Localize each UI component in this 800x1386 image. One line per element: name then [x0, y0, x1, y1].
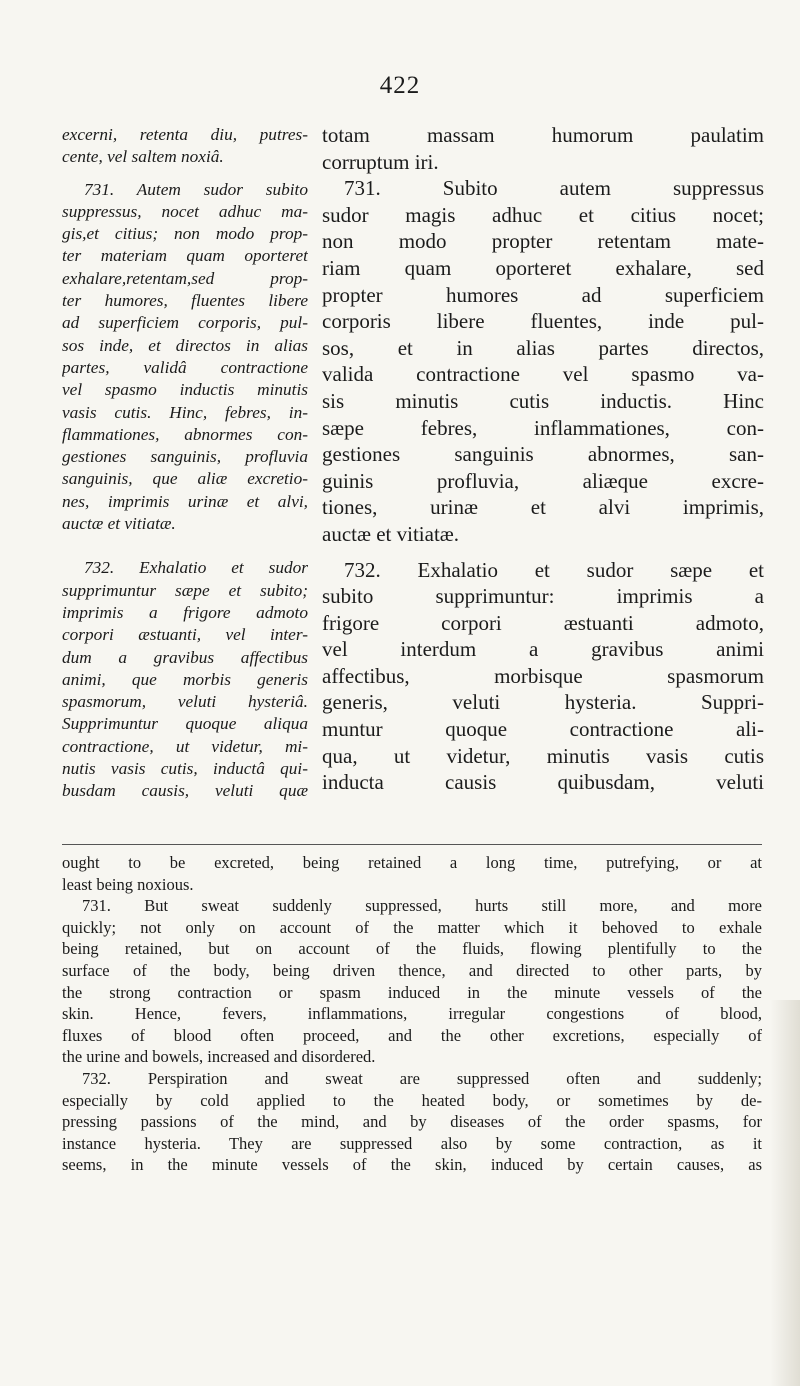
- text-line: the urine and bowels, increased and disordered.: [62, 1047, 376, 1067]
- latin-commentary-column: [62, 124, 308, 803]
- text-line: 731. Autem sudor subito: [84, 179, 308, 199]
- text-line: ought to be excreted, being retained a long time, putrefying, or at: [62, 853, 762, 872]
- text-line: quickly; not only on account of the matter which it behoved to exhale: [62, 917, 762, 937]
- text-line: cente, vel saltem noxiâ.: [62, 147, 224, 167]
- text-line: instance hysteria. They are suppressed also by some contraction, as it: [62, 1133, 762, 1153]
- text-line: supprimuntur sæpe et subito;: [62, 580, 308, 600]
- text-line: sos inde, et directos in alias: [62, 335, 308, 355]
- text-line: Supprimuntur quoque aliqua: [62, 714, 308, 734]
- text-line: skin. Hence, fevers, inflammations, irregular congestions of blood,: [62, 1004, 762, 1024]
- text-line: ter materiam quam oporteret: [62, 246, 308, 266]
- text-line: least being noxious.: [62, 874, 194, 894]
- translation-paragraph-731: [62, 895, 762, 1068]
- text-line: tiones, urinæ et alvi imprimis,: [322, 495, 764, 520]
- text-line: vasis cutis. Hinc, febres, in-: [62, 402, 308, 422]
- page-number: 422: [379, 72, 421, 99]
- text-line: muntur quoque contractione ali-: [322, 717, 764, 742]
- latin-text-paragraph-731: [322, 175, 764, 547]
- text-line: sanguinis, que aliæ excretio-: [62, 469, 308, 489]
- text-line: valida contractione vel spasmo va-: [322, 362, 764, 387]
- text-line: spasmorum, veluti hysteriâ.: [62, 692, 308, 712]
- text-line: gestiones sanguinis abnormes, san-: [322, 442, 764, 467]
- english-translation: [62, 852, 762, 1176]
- text-line: ad superficiem corporis, pul-: [62, 313, 308, 333]
- text-line: corruptum iri.: [322, 149, 439, 174]
- text-line: qua, ut videtur, minutis vasis cutis: [322, 743, 764, 768]
- text-line: gis,et citius; non modo prop-: [62, 224, 308, 244]
- text-line: dum a gravibus affectibus: [62, 647, 308, 667]
- text-line: corporis libere fluentes, inde pul-: [322, 309, 764, 334]
- text-line: especially by cold applied to the heated body, or sometimes by de-: [62, 1090, 762, 1110]
- text-line: animi, que morbis generis: [62, 669, 308, 689]
- latin-commentary-paragraph-732: [62, 557, 308, 802]
- text-line: surface of the body, being driven thence, and directed to other parts, by: [62, 960, 762, 980]
- column-divider-rule: [62, 844, 762, 845]
- text-line: vel spasmo inductis minutis: [62, 380, 308, 400]
- latin-text-column: [322, 122, 764, 796]
- text-line: sudor magis adhuc et citius nocet;: [322, 202, 764, 227]
- text-line: corpori æstuanti, vel inter-: [62, 625, 308, 645]
- latin-text-paragraph-1: [322, 122, 764, 175]
- text-line: propter humores ad superficiem: [322, 282, 764, 307]
- text-line: nes, imprimis urinæ et alvi,: [62, 491, 308, 511]
- text-line: nutis vasis cutis, inductâ qui-: [62, 759, 308, 779]
- text-line: totam massam humorum paulatim: [322, 123, 764, 147]
- text-line: non modo propter retentam mate-: [322, 229, 764, 254]
- text-line: guinis profluvia, aliæque excre-: [322, 468, 764, 493]
- translation-paragraph-732: [62, 1068, 762, 1176]
- latin-commentary-paragraph-1: [62, 124, 308, 169]
- text-line: seems, in the minute vessels of the skin, induced by certain causes, as: [62, 1155, 762, 1175]
- latin-commentary-paragraph-731: [62, 179, 308, 536]
- text-line: vel interdum a gravibus animi: [322, 637, 764, 662]
- page-edge-shadow: [770, 1000, 800, 1386]
- text-line: gestiones sanguinis, profluvia: [62, 447, 308, 467]
- text-line: generis, veluti hysteria. Suppri-: [322, 690, 764, 715]
- text-line: 732. Exhalatio et sudor: [84, 558, 308, 578]
- latin-text-paragraph-732: [322, 557, 764, 796]
- translation-paragraph-1: [62, 852, 762, 895]
- text-line: excerni, retenta diu, putres-: [62, 125, 308, 144]
- text-line: suppressus, nocet adhuc ma-: [62, 201, 308, 221]
- text-line: 731. But sweat suddenly suppressed, hurts still more, and more: [82, 896, 762, 916]
- text-line: 732. Perspiration and sweat are suppressed often and suddenly;: [82, 1068, 762, 1088]
- text-line: auctæ et vitiatæ.: [62, 514, 176, 534]
- text-line: exhalare,retentam,sed prop-: [62, 268, 308, 288]
- text-line: being retained, but on account of the fluids, flowing plentifully to the: [62, 939, 762, 959]
- text-line: sos, et in alias partes directos,: [322, 335, 764, 360]
- text-line: subito supprimuntur: imprimis a: [322, 584, 764, 609]
- text-line: fluxes of blood often proceed, and the other excretions, especially of: [62, 1025, 762, 1045]
- text-line: partes, validâ contractione: [62, 357, 308, 377]
- text-line: affectibus, morbisque spasmorum: [322, 663, 764, 688]
- text-line: the strong contraction or spasm induced in the minute vessels of the: [62, 982, 762, 1002]
- text-line: flammationes, abnormes con-: [62, 424, 308, 444]
- text-line: frigore corpori æstuanti admoto,: [322, 610, 764, 635]
- text-line: 732. Exhalatio et sudor sæpe et: [344, 557, 764, 582]
- text-line: pressing passions of the mind, and by diseases of the order spasms, for: [62, 1112, 762, 1132]
- text-line: sis minutis cutis inductis. Hinc: [322, 388, 764, 413]
- text-line: ter humores, fluentes libere: [62, 291, 308, 311]
- text-line: riam quam oporteret exhalare, sed: [322, 255, 764, 280]
- text-line: auctæ et vitiatæ.: [322, 521, 460, 546]
- text-line: imprimis a frigore admoto: [62, 602, 308, 622]
- text-line: busdam causis, veluti quæ: [62, 781, 308, 801]
- text-line: contractione, ut videtur, mi-: [62, 736, 308, 756]
- text-line: 731. Subito autem suppressus: [344, 176, 764, 201]
- text-line: inducta causis quibusdam, veluti: [322, 770, 764, 795]
- text-line: sæpe febres, inflammationes, con-: [322, 415, 764, 440]
